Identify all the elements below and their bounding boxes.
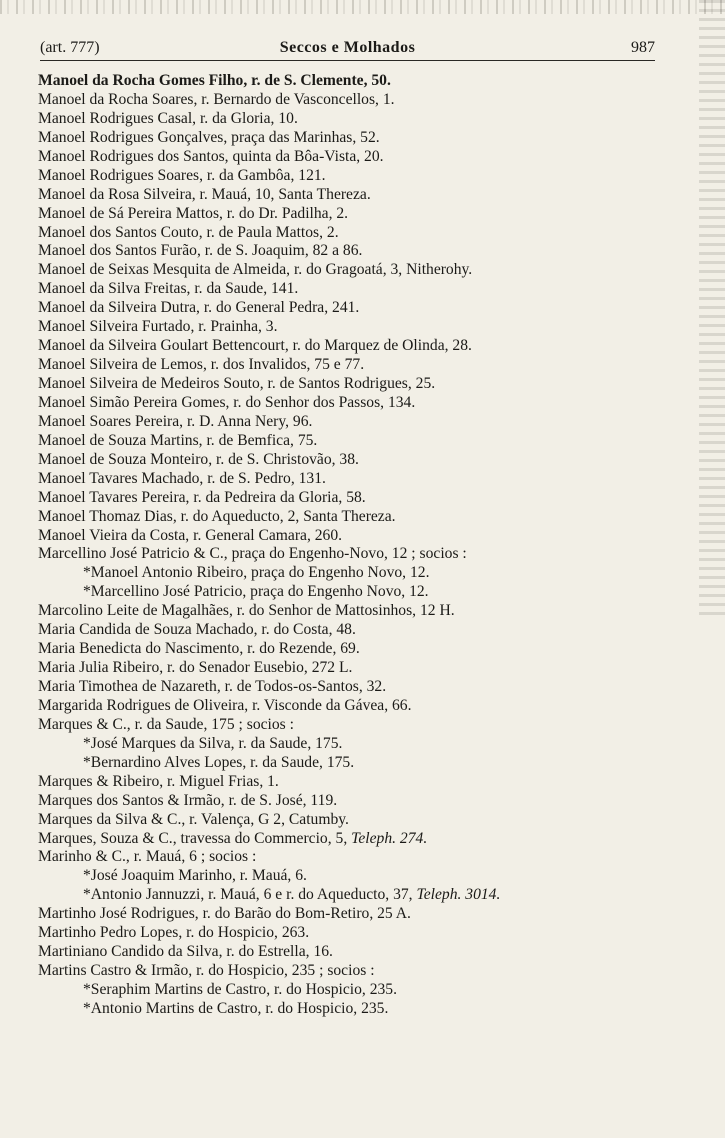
- article-number: (art. 777): [40, 39, 100, 56]
- entry-text: Martinho Pedro Lopes, r. do Hospicio, 263.: [38, 924, 310, 942]
- entry-text: Marinho & C., r. Mauá, 6 ; socios :: [38, 848, 257, 866]
- entry-text: Manoel Silveira de Lemos, r. dos Invalidos, 75 e 77.: [38, 356, 365, 374]
- directory-entry: [38, 299, 678, 318]
- entry-text: Manoel Rodrigues Soares, r. da Gambôa, 121.: [38, 166, 326, 184]
- entry-text: Marcolino Leite de Magalhães, r. do Senhor de Mattosinhos, 12 H.: [38, 602, 455, 620]
- entry-text: Martiniano Candido da Silva, r. do Estrella, 16.: [38, 943, 333, 961]
- entry-text: Manoel Rodrigues Gonçalves, praça das Marinhas, 52.: [38, 128, 380, 146]
- directory-entry: [38, 508, 678, 527]
- directory-entry: [38, 186, 678, 205]
- partner-entry: [38, 886, 678, 905]
- entry-text: Manoel Vieira da Costa, r. General Camara, 260.: [38, 526, 343, 544]
- page-number: 987: [631, 39, 655, 56]
- entry-text: Margarida Rodrigues de Oliveira, r. Visconde da Gávea, 66.: [38, 696, 412, 714]
- entry-text: Manoel da Silva Freitas, r. da Saude, 141.: [38, 280, 299, 298]
- section-title: Seccos e Molhados: [279, 39, 416, 56]
- directory-entry: [38, 91, 678, 110]
- directory-entry: [38, 659, 678, 678]
- entry-text: Martins Castro & Irmão, r. do Hospicio, 235 ; socios :: [38, 962, 375, 980]
- directory-entry: [38, 205, 678, 224]
- entry-text: *Manoel Antonio Ribeiro, praça do Engenho Novo, 12.: [83, 564, 430, 582]
- directory-entry: [38, 962, 678, 981]
- entry-text: *José Joaquim Marinho, r. Mauá, 6.: [83, 867, 307, 885]
- entry-text: Marques & Ribeiro, r. Miguel Frias, 1.: [38, 772, 279, 790]
- entry-text: Marques, Souza & C., travessa do Commercio, 5,: [38, 829, 348, 847]
- scan-edge-right: [699, 0, 725, 620]
- entry-text: Manoel da Silveira Dutra, r. do General Pedra, 241.: [38, 299, 360, 317]
- entry-text: Manoel de Seixas Mesquita de Almeida, r. do Gragoatá, 3, Nitherohy.: [38, 261, 473, 279]
- entry-text: Manoel da Silveira Goulart Bettencourt, r. do Marquez de Olinda, 28.: [38, 337, 472, 355]
- page-header: [40, 36, 655, 60]
- entry-text: Martinho José Rodrigues, r. do Barão do Bom-Retiro, 25 A.: [38, 905, 411, 923]
- directory-entry: [38, 924, 678, 943]
- entry-text: *Marcellino José Patricio, praça do Engenho Novo, 12.: [83, 583, 429, 601]
- telephone-number: Teleph. 274.: [351, 829, 428, 847]
- entry-text: Maria Benedicta do Nascimento, r. do Rezende, 69.: [38, 640, 360, 658]
- directory-entry: [38, 640, 678, 659]
- partner-entry: [38, 735, 678, 754]
- directory-entry: [38, 356, 678, 375]
- entry-text: Maria Timothea de Nazareth, r. de Todos-os-Santos, 32.: [38, 678, 387, 695]
- entry-text: Manoel Silveira de Medeiros Souto, r. de Santos Rodrigues, 25.: [38, 375, 436, 392]
- entry-text: Manoel Simão Pereira Gomes, r. do Senhor dos Passos, 134.: [38, 393, 416, 411]
- directory-entry: [38, 261, 678, 280]
- directory-entry: [38, 811, 678, 830]
- directory-entry: [38, 148, 678, 167]
- directory-entry: [38, 621, 678, 640]
- entry-text: *Antonio Martins de Castro, r. do Hospicio, 235.: [83, 999, 389, 1017]
- entry-text: Manoel Rodrigues Casal, r. da Gloria, 10.: [38, 109, 298, 127]
- partner-entry: [38, 754, 678, 773]
- entry-text: Marques dos Santos & Irmão, r. de S. José, 119.: [38, 791, 338, 809]
- entry-text: Manoel dos Santos Furão, r. de S. Joaquim, 82 a 86.: [38, 242, 363, 260]
- entry-text: Manoel dos Santos Couto, r. de Paula Mattos, 2.: [38, 223, 339, 241]
- directory-entry: [38, 527, 678, 546]
- directory-entry: [38, 280, 678, 299]
- header-rule: [40, 60, 655, 61]
- partner-entry: [38, 981, 678, 1000]
- directory-entry: [38, 830, 678, 849]
- entry-text: Marques da Silva & C., r. Valença, G 2, Catumby.: [38, 810, 349, 828]
- entry-text: Manoel Silveira Furtado, r. Prainha, 3.: [38, 318, 278, 336]
- entry-text: *Seraphim Martins de Castro, r. do Hospicio, 235.: [83, 981, 398, 998]
- partner-entry: [38, 583, 678, 602]
- telephone-number: Teleph. 3014.: [416, 886, 501, 904]
- entry-text: *José Marques da Silva, r. da Saude, 175.: [83, 734, 343, 752]
- directory-entry: [38, 413, 678, 432]
- directory-entry: [38, 773, 678, 792]
- scan-noise-top: [0, 0, 725, 14]
- directory-entry: [38, 337, 678, 356]
- entry-text: Marcellino José Patricio & C., praça do Engenho-Novo, 12 ; socios :: [38, 545, 467, 563]
- directory-entry: [38, 792, 678, 811]
- entry-text: Marques & C., r. da Saude, 175 ; socios :: [38, 715, 294, 733]
- entry-text: Maria Candida de Souza Machado, r. do Costa, 48.: [38, 621, 356, 639]
- entry-text: Manoel Tavares Machado, r. de S. Pedro, 131.: [38, 469, 326, 487]
- directory-entry: [38, 697, 678, 716]
- entry-list: [38, 72, 678, 1019]
- entry-text: Manoel Soares Pereira, r. D. Anna Nery, 96.: [38, 412, 313, 430]
- directory-entry: [38, 943, 678, 962]
- entry-text: Manoel de Sá Pereira Mattos, r. do Dr. Padilha, 2.: [38, 204, 349, 222]
- directory-entry: [38, 678, 678, 697]
- directory-entry: [38, 432, 678, 451]
- entry-text: Manoel de Souza Monteiro, r. de S. Christovão, 38.: [38, 450, 359, 468]
- entry-text: *Bernardino Alves Lopes, r. da Saude, 175.: [83, 753, 355, 771]
- directory-entry: [38, 716, 678, 735]
- entry-text: Manoel Thomaz Dias, r. do Aqueducto, 2, Santa Thereza.: [38, 507, 396, 525]
- directory-entry: [38, 602, 678, 621]
- directory-entry: [38, 394, 678, 413]
- directory-entry: [38, 489, 678, 508]
- entry-text: Manoel Tavares Pereira, r. da Pedreira da Gloria, 58.: [38, 488, 366, 506]
- entry-text: *Antonio Jannuzzi, r. Mauá, 6 e r. do Aqueducto, 37,: [83, 886, 413, 904]
- directory-entry: [38, 375, 678, 394]
- directory-entry: [38, 167, 678, 186]
- directory-entry: [38, 72, 678, 91]
- directory-entry: [38, 545, 678, 564]
- entry-text: Manoel da Rocha Soares, r. Bernardo de Vasconcellos, 1.: [38, 90, 395, 108]
- directory-entry: [38, 318, 678, 337]
- partner-entry: [38, 564, 678, 583]
- directory-entry: [38, 848, 678, 867]
- directory-entry: [38, 110, 678, 129]
- partner-entry: [38, 867, 678, 886]
- entry-text: Manoel da Rosa Silveira, r. Mauá, 10, Santa Thereza.: [38, 185, 371, 203]
- directory-entry: [38, 242, 678, 261]
- directory-entry: [38, 905, 678, 924]
- directory-entry: [38, 470, 678, 489]
- directory-entry: [38, 451, 678, 470]
- directory-entry: [38, 129, 678, 148]
- entry-text: Manoel de Souza Martins, r. de Bemfica, 75.: [38, 431, 318, 449]
- entry-text: Manoel Rodrigues dos Santos, quinta da Bôa-Vista, 20.: [38, 147, 384, 165]
- entry-text: Maria Julia Ribeiro, r. do Senador Eusebio, 272 L.: [38, 659, 353, 677]
- partner-entry: [38, 1000, 678, 1019]
- directory-entry: [38, 224, 678, 243]
- entry-text: Manoel da Rocha Gomes Filho, r. de S. Clemente, 50.: [38, 72, 391, 89]
